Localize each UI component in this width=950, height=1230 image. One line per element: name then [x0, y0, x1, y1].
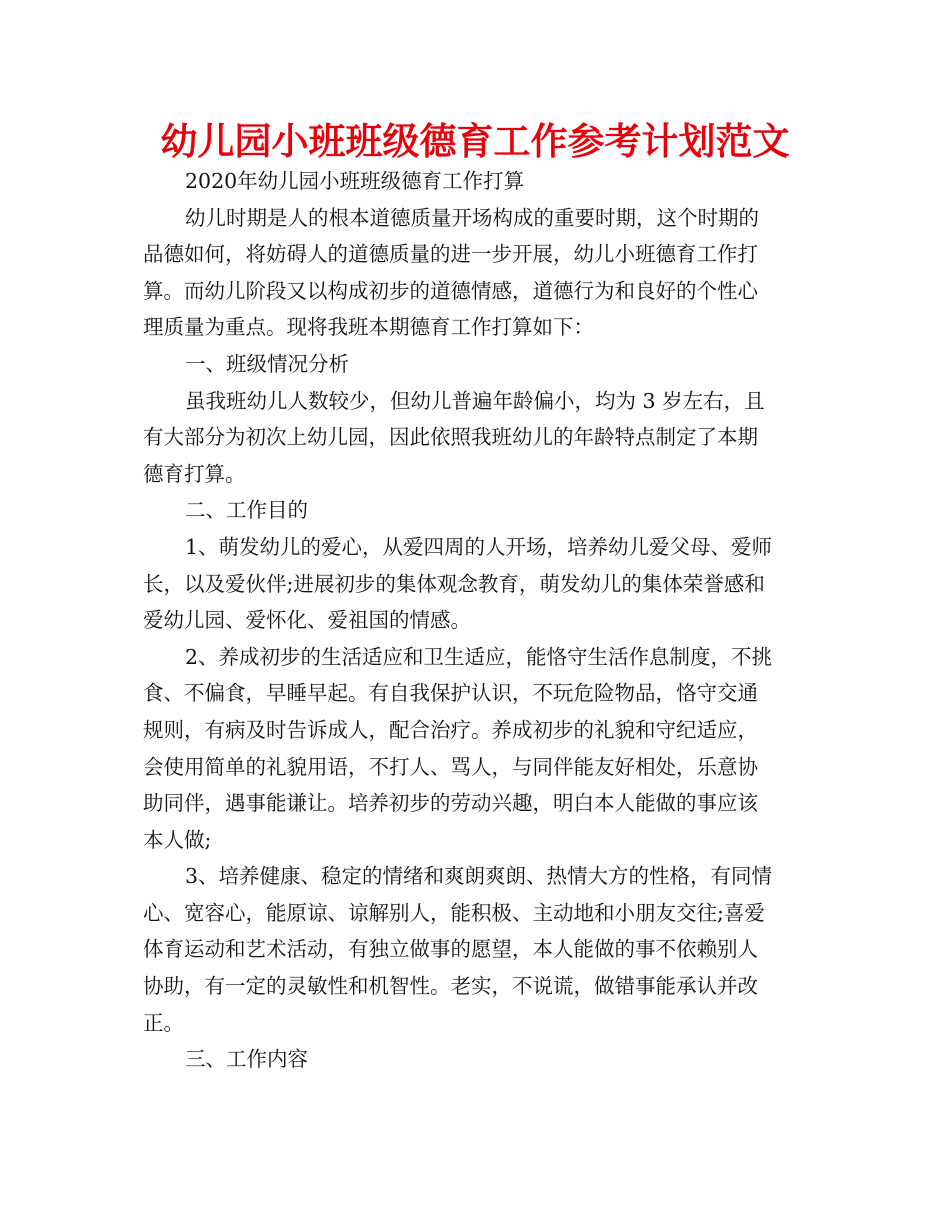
text-line: 幼儿时期是人的根本道德质量开场构成的重要时期，这个时期的: [185, 205, 759, 230]
text-line: 正。: [143, 1010, 184, 1035]
text-line: 爱幼儿园、爱怀化、爱祖国的情感。: [143, 608, 471, 633]
text-line: 助同伴，遇事能谦让。培养初步的劳动兴趣，明白本人能做的事应该: [143, 791, 758, 816]
text-line: 二、工作目的: [185, 498, 308, 523]
text-line: 品德如何，将妨碍人的道德质量的进一步开展，幼儿小班德育工作打: [143, 242, 758, 267]
text-line: 3、培养健康、稳定的情绪和爽朗爽朗、热情大方的性格，有同情: [185, 864, 773, 889]
text-line: 长，以及爱伙伴;进展初步的集体观念教育，萌发幼儿的集体荣誉感和: [143, 571, 765, 596]
text-line: 虽我班幼儿人数较少，但幼儿普遍年龄偏小，均为 3 岁左右，且: [185, 388, 765, 413]
text-line: 2、养成初步的生活适应和卫生适应，能恪守生活作息制度，不挑: [185, 644, 773, 669]
text-line: 2020年幼儿园小班班级德育工作打算: [185, 169, 525, 193]
text-line: 理质量为重点。现将我班本期德育工作打算如下：: [143, 315, 594, 340]
text-line: 德育打算。: [143, 461, 246, 486]
text-line: 会使用简单的礼貌用语，不打人、骂人，与同伴能友好相处，乐意协: [143, 754, 758, 779]
text-line: 体育运动和艺术活动，有独立做事的愿望，本人能做的事不依赖别人: [143, 937, 758, 962]
text-line: 心、宽容心，能原谅、谅解别人，能积极、主动地和小朋友交往;喜爱: [143, 900, 765, 925]
text-line: 协助，有一定的灵敏性和机智性。老实，不说谎，做错事能承认并改: [143, 974, 758, 999]
document-title: 幼儿园小班班级德育工作参考计划范文: [160, 120, 790, 163]
document-body: [143, 163, 813, 1078]
text-line: 食、不偏食，早睡早起。有自我保护认识，不玩危险物品，恪守交通: [143, 681, 758, 706]
text-line: 有大部分为初次上幼儿园，因此依照我班幼儿的年龄特点制定了本期: [143, 425, 758, 450]
text-line: 算。而幼儿阶段又以构成初步的道德情感，道德行为和良好的个性心: [143, 278, 758, 303]
text-line: 一、班级情况分析: [185, 351, 349, 376]
text-line: 本人做;: [143, 827, 212, 852]
text-line: 1、萌发幼儿的爱心，从爱四周的人开场，培养幼儿爱父母、爱师: [185, 534, 773, 559]
text-line: 规则，有病及时告诉成人，配合治疗。养成初步的礼貌和守纪适应，: [143, 717, 758, 742]
text-line: 三、工作内容: [185, 1047, 308, 1072]
